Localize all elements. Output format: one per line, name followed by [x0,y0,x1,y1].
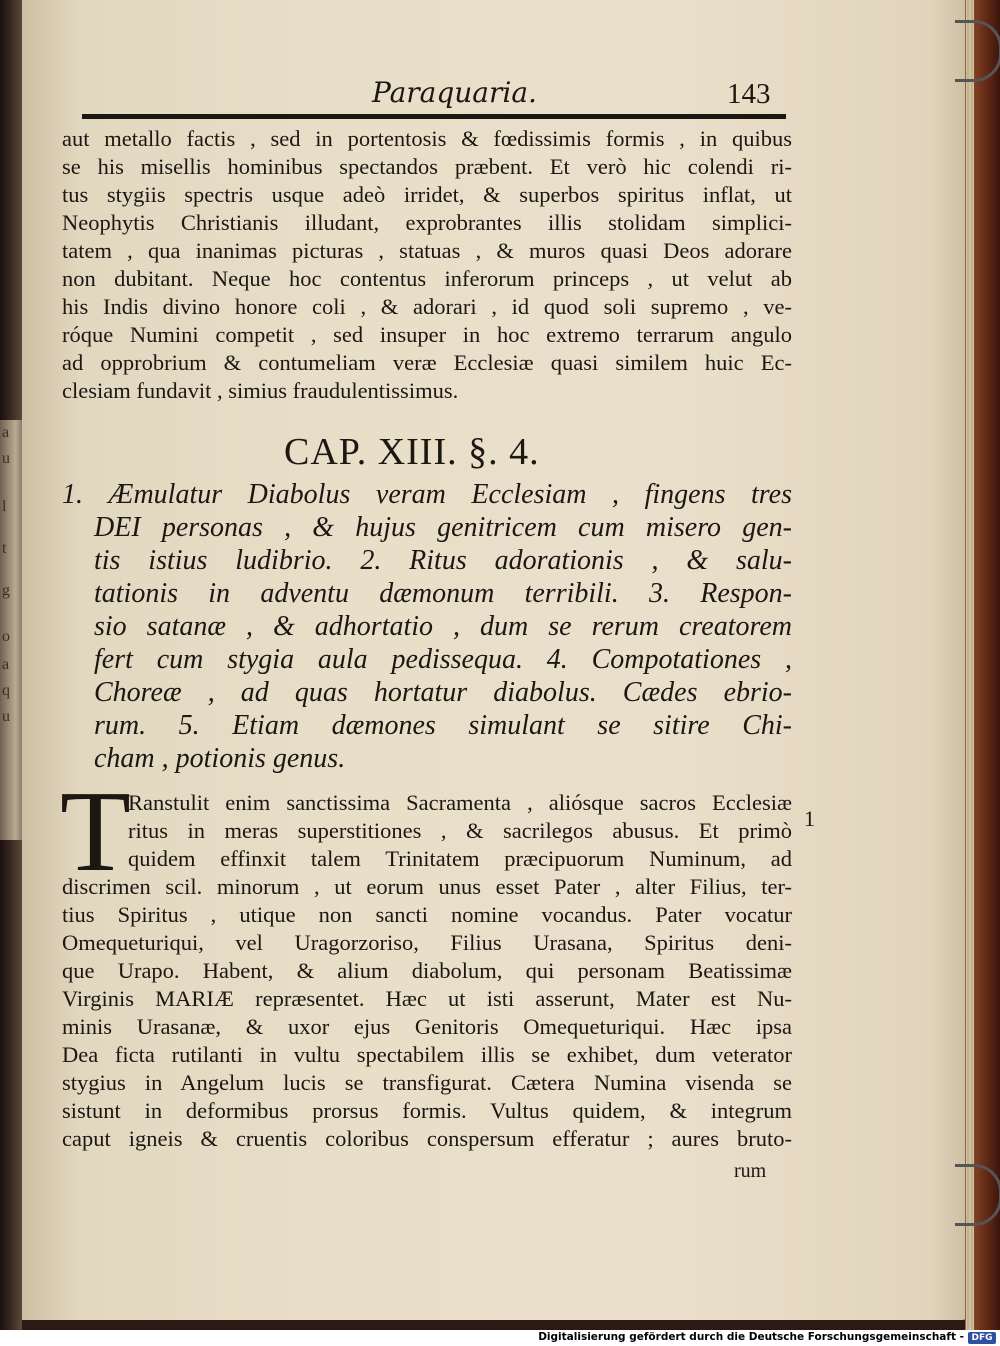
summary-line: 1. Æmulatur Diabolus veram Ecclesiam , fingens tres [62,479,792,510]
paragraph-line: róque Numini competit , sed insuper in hoc extremo terrarum angulo [62,322,792,347]
dfg-logo-icon: DFG [968,1332,996,1344]
body-line: Dea ficta rutilanti in vultu spectabilem illis se exhibet, dum veterator [62,1042,792,1067]
summary-line: rum. 5. Etiam dæmones simulant se sitire Chi- [94,710,792,741]
body-line: Ranstulit enim sanctissima Sacramenta , aliósque sacros Ecclesiæ [128,790,792,815]
left-page-glyph: u [2,708,10,725]
margin-number: 1 [804,806,815,831]
body-line: discrimen scil. minorum , ut eorum unus esset Pater , alter Filius, ter- [62,874,792,899]
paragraph-line: ad opprobrium & contumeliam veræ Ecclesiæ quasi similem huic Ec- [62,350,792,375]
summary-line: DEI personas , & hujus genitricem cum misero gen- [94,512,792,543]
paragraph-line: Neophytis Christianis illudant, exprobrantes illis stolidam simplici- [62,210,792,235]
paragraph-line: tus stygiis spectris usque adeò irridet, & superbos spiritus inflat, ut [62,182,792,207]
summary-line: cham , potionis genus. [94,743,346,774]
body-line: Virginis MARIÆ repræsentet. Hæc ut isti asserunt, Mater est Nu- [62,986,792,1011]
paragraph-line: se his misellis hominibus spectandos præbent. Et verò hic colendi ri- [62,154,792,179]
left-page-glyph: a [2,656,10,673]
chapter-heading: CAP. XIII. §. 4. [284,431,540,473]
summary-line: Choreæ , ad quas hortatur diabolus. Cædes ebrio- [94,677,792,708]
body-line: que Urapo. Habent, & alium diabolum, qui personam Beatissimæ [62,958,792,983]
body-line: tius Spiritus , utique non sancti nomine vocandus. Pater vocatur [62,902,792,927]
left-page-glyph: a [2,424,10,441]
left-page-glyph: g [2,582,10,599]
page-number: 143 [727,78,771,110]
catchword: rum [734,1160,767,1182]
running-title: Paraquaria. [372,76,537,109]
paragraph-line: clesiam fundavit , simius fraudulentissimus. [62,378,459,403]
body-line: caput igneis & cruentis coloribus conspersum efferatur ; aures bruto- [62,1126,792,1151]
footer-bar [0,1330,1000,1346]
body-line: ritus in meras superstitiones , & sacrilegos abusus. Et primò [128,818,792,843]
clasp-top [955,20,1000,82]
left-page-glyph: t [2,540,7,557]
paragraph-line: non dubitant. Neque hoc contentus inferorum princeps , ut velut ab [62,266,792,291]
body-line: quidem effinxit talem Trinitatem præcipuorum Numinum, ad [128,846,792,871]
page-header [82,76,962,126]
left-page-glyph: l [2,498,7,515]
body-line: minis Urasanæ, & uxor ejus Genitoris Omequeturiqui. Hæc ipsa [62,1014,792,1039]
left-page-glyph: q [2,682,10,699]
body-line: sistunt in deformibus prorsus formis. Vultus quidem, & integrum [62,1098,792,1123]
summary-line: tationis in adventu dæmonum terribili. 3. Respon- [94,578,792,609]
left-page-glyph: u [2,450,10,467]
clasp-bottom [955,1164,1000,1226]
summary-line: fert cum stygia aula pedissequa. 4. Compotationes , [94,644,792,675]
summary-line: tis istius ludibrio. 2. Ritus adorationis , & salu- [94,545,792,576]
drop-cap: T [60,768,131,896]
paragraph-line: aut metallo factis , sed in portentosis & fœdissimis formis , in quibus [62,126,792,151]
body-line: stygius in Angelum lucis se transfigurat. Cætera Numina visenda se [62,1070,792,1095]
summary-line: sio satanæ , & adhortatio , dum se rerum creatorem [94,611,792,642]
paragraph-line: tatem , qua inanimas picturas , statuas , & muros quasi Deos adorare [62,238,792,263]
left-page-edge [0,420,22,840]
header-rule [82,114,786,119]
body-line: Omequeturiqui, vel Uragorzoriso, Filius Urasana, Spiritus deni- [62,930,792,955]
page-stack-edge [966,0,974,1330]
funding-notice: Digitalisierung gefördert durch die Deutsche Forschungsgemeinschaft - [538,1331,964,1343]
left-page-glyph: o [2,628,10,645]
paragraph-line: his Indis divino honore coli , & adorari , id quod soli supremo , ve- [62,294,792,319]
